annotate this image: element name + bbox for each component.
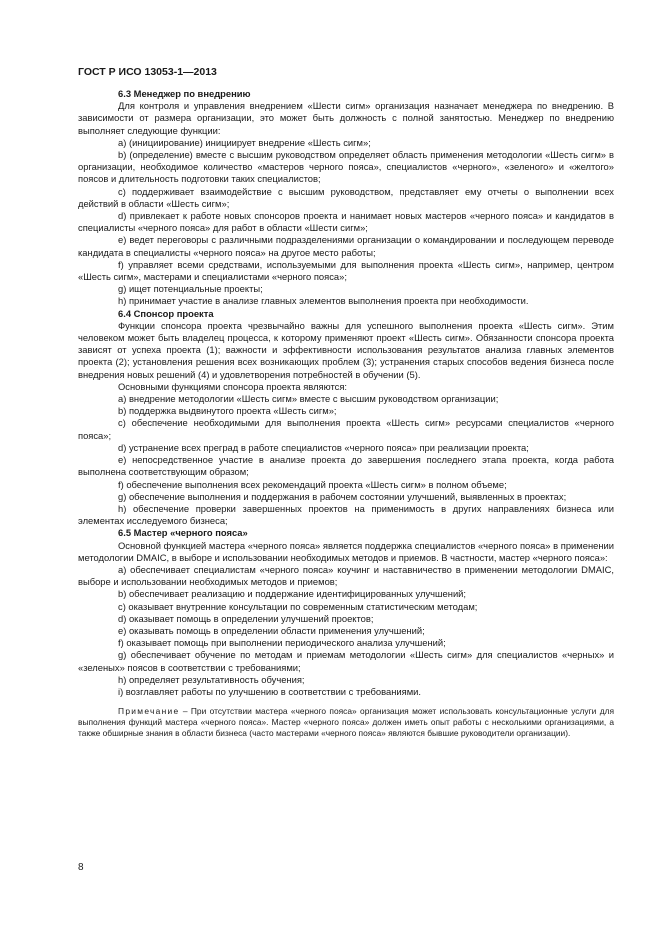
list-item: b) поддержка выдвинутого проекта «Шесть сигм»;: [118, 405, 337, 417]
list-item: a) (инициирование) инициирует внедрение «Шесть сигм»;: [118, 136, 371, 148]
list-item: h) определяет результативность обучения;: [118, 673, 305, 685]
list-item: f) управляет всеми средствами, используемыми для выполнения проекта «Шесть сигм», например, центром «Шесть сигм», мастерами и специалистами «черного пояса»;: [78, 258, 614, 283]
section-heading: 6.5 Мастер «черного пояса»: [118, 527, 248, 539]
list-item: i) возглавляет работы по улучшению в соответствии с требованиями.: [118, 685, 422, 697]
list-item: d) устранение всех преград в работе специалистов «черного пояса» при реализации проекта;: [118, 441, 529, 453]
list-item: g) обеспечивает обучение по методам и приемам методологии «Шесть сигм» для специалистов «черных» и «зеленых» поясов в соответствии с требованиями;: [78, 649, 614, 673]
note: [78, 706, 614, 739]
list-item: c) обеспечение необходимыми для выполнения проекта «Шесть сигм» ресурсами специалистов «черного пояса»;: [78, 417, 614, 441]
note-label: Примечание: [118, 706, 180, 717]
section-6-5: [78, 527, 614, 698]
section-6-3: [78, 88, 614, 308]
list-item: d) привлекает к работе новых спонсоров проекта и нанимает новых мастеров «черного пояса» и кандидатов в специалисты «черного пояса» для работ в области «Шести сигм»;: [78, 210, 614, 234]
page-number: 8: [78, 862, 84, 873]
list-item: d) оказывает помощь в определении улучшений проектов;: [118, 612, 374, 624]
note-text: – При отсутствии мастера «черного пояса» организация может использовать консультационные услуги для выполнения функций мастера «черного пояса». Мастер «черного пояса» должен иметь опыт работы с несколькими организациями, а также обширные знания в области бизнеса (часто мастерами «черного пояса» являются бывшие руководители организации).: [78, 706, 614, 739]
list-item: f) обеспечение выполнения всех рекомендаций проекта «Шесть сигм» в полном объеме;: [118, 478, 507, 490]
list-item: c) оказывает внутренние консультации по современным статистическим методам;: [118, 600, 478, 612]
list-item: b) (определение) вместе с высшим руководством определяет область применения методологии «Шесть сигм» в организации, необходимое количество «мастеров черного пояса», специалистов «черного», «зеленого» и «желтого» поясов и длительность подготовки таких специалистов;: [78, 149, 614, 185]
list-item: h) обеспечение проверки завершенных проектов на применимость в других направлениях бизнеса или элементах исследуемого бизнеса;: [78, 502, 614, 527]
list-item: c) поддерживает взаимодействие с высшим руководством, представляет ему отчеты о выполнении всех действий в области «Шесть сигм»;: [78, 185, 614, 209]
list-item: e) ведет переговоры с различными подразделениями организации о командировании и последующем переводе кандидата в специалисты «черного пояса» на другое место работы;: [78, 234, 614, 258]
list-item: a) внедрение методологии «Шесть сигм» вместе с высшим руководством организации;: [118, 393, 499, 405]
list-item: e) оказывать помощь в определении области применения улучшений;: [118, 624, 425, 636]
list-item: g) обеспечение выполнения и поддержания в рабочем состоянии улучшений, выявленных в проектах;: [118, 490, 567, 502]
section-6-4: [78, 308, 614, 528]
list-item: g) ищет потенциальные проекты;: [118, 283, 263, 295]
paragraph: Основной функцией мастера «черного пояса» является поддержка специалистов «черного пояса» в применении методологии DMAIC, в выборе и использовании необходимых методов и приемов. В частности, мастер «черного пояса»:: [78, 539, 614, 563]
list-item: f) оказывает помощь при выполнении периодического анализа улучшений;: [118, 637, 446, 649]
paragraph: Основными функциями спонсора проекта являются:: [118, 380, 347, 392]
section-heading: 6.4 Спонсор проекта: [118, 307, 214, 319]
paragraph: Функции спонсора проекта чрезвычайно важны для успешного выполнения проекта «Шесть сигм». Этим человеком может быть владелец процесса, к которому применяют проект «Шесть сигм». Обязанности спонсора проекта зависят от успеха проекта (1); важности и эффективности использования результатов анализа главных элементов проекта (2); установления решения всех возникающих проблем (3); устранения старых способов ведения бизнеса после внедрения новых решений (4) и удовлетворения потребностей в обучении (5).: [78, 319, 614, 380]
list-item: a) обеспечивает специалистам «черного пояса» коучинг и наставничество в применении методологии DMAIC, выборе и использовании необходимых методов и приемов;: [78, 563, 614, 588]
list-item: b) обеспечивает реализацию и поддержание идентифицированных улучшений;: [118, 588, 467, 600]
document-header: ГОСТ Р ИСО 13053-1—2013: [78, 66, 217, 78]
section-heading: 6.3 Менеджер по внедрению: [118, 88, 251, 99]
paragraph: Для контроля и управления внедрением «Шести сигм» организация назначает менеджера по внедрению. В зависимости от размера организации, это может быть должность с полной занятостью. Менеджер по внедрению выполняет следующие функции:: [78, 100, 614, 136]
list-item: h) принимает участие в анализе главных элементов выполнения проекта при необходимости.: [118, 295, 529, 307]
document-body: [78, 88, 614, 739]
list-item: e) непосредственное участие в анализе проекта до завершения последнего этапа проекта, когда работа выполнена соответствующим образом;: [78, 454, 614, 478]
